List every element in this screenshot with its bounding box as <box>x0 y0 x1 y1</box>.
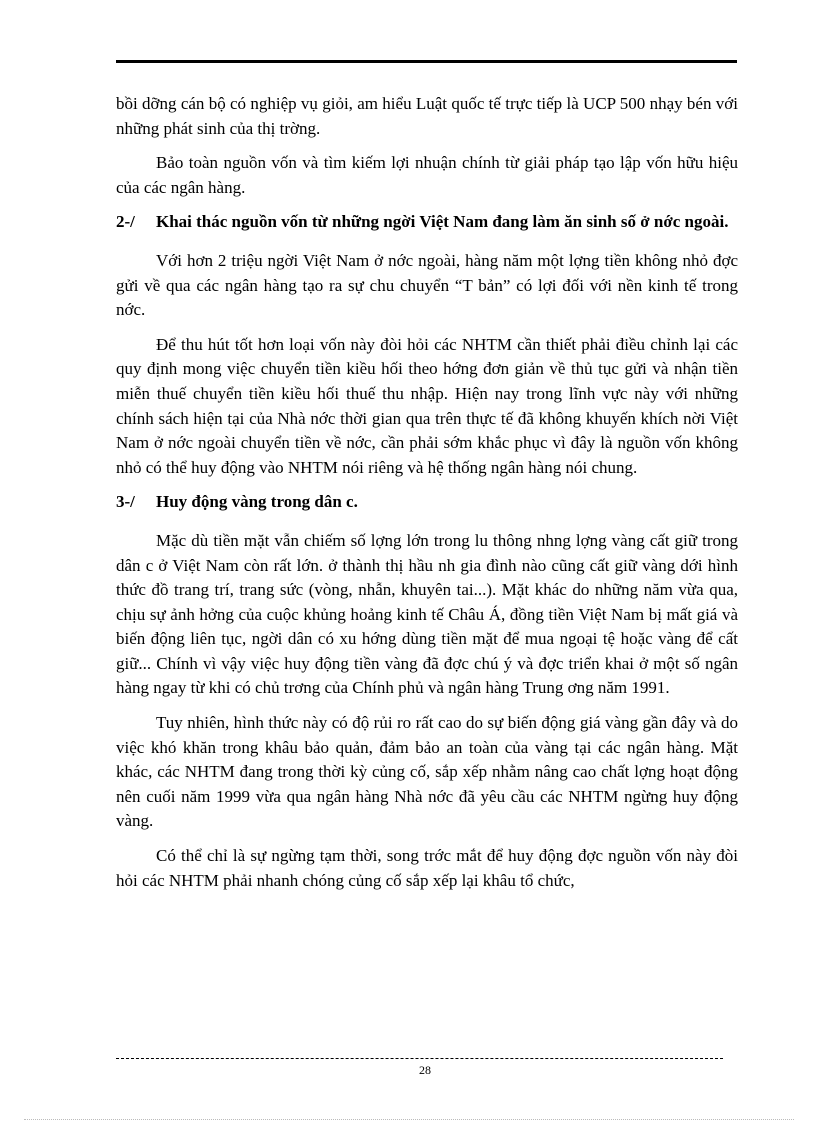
header-rule <box>116 60 737 63</box>
paragraph: Mặc dù tiền mặt vẫn chiếm số lợng lớn trong lu thông nhng lợng vàng cất giữ trong dân c ở Việt Nam còn rất lớn. ở thành thị hầu nh gia đình nào cũng cất giữ vàng dới hình thức đồ trang trí, trang sức (vòng, nhẫn, khuyên tai...). Mặt khác do những năm vừa qua, chịu sự ảnh hởng của cuộc khủng hoảng kinh tế Châu Á, đồng tiền Việt Nam bị mất giá và biến động liên tục, ngời dân có xu hớng dùng tiền mặt để mua ngoại tệ hoặc vàng để cất giữ... Chính vì vậy việc huy động tiền vàng đã đợc chú ý và đợc triển khai ở một số ngân hàng ngay từ khi có chủ trơng của Chính phủ và ngân hàng Trung ơng năm 1991. <box>116 530 738 698</box>
page-number: 28 <box>419 1063 431 1077</box>
paragraph: Tuy nhiên, hình thức này có độ rủi ro rất cao do sự biến động giá vàng gần đây và do việc khó khăn trong khâu bảo quản, đảm bảo an toàn của vàng tại các ngân hàng. Mặt khác, các NHTM đang trong thời kỳ củng cố, sắp xếp nhằm nâng cao chất lợng hoạt động nên cuối năm 1999 vừa qua ngân hàng Nhà nớc đã yêu cầu các NHTM ngừng huy động vàng. <box>116 713 738 831</box>
section-number: 2-/ <box>116 212 135 232</box>
paragraph: Để thu hút tốt hơn loại vốn này đòi hỏi các NHTM cần thiết phải điều chỉnh lại các quy định mong việc chuyển tiền kiều hối theo hớng đơn giản về thủ tục gửi và nhận tiền miễn thuế chuyển tiền kiều hối thuế thu nhập. Hiện nay trong lĩnh vực này với những chính sách hiện tại của Nhà nớc thời gian qua trên thực tế đã không khuyến khích nời Việt Nam ở nớc ngoài chuyển tiền về nớc, cần phải sớm khắc phục vì đây là nguồn vốn không nhỏ có thể huy động vào NHTM nói riêng và hệ thống ngân hàng nói chung. <box>116 334 738 477</box>
footer-rule <box>116 1058 723 1059</box>
page-edge <box>24 1119 794 1120</box>
page-body <box>116 92 738 903</box>
section-heading-2 <box>116 210 738 235</box>
section-title: Khai thác nguồn vốn từ những ngời Việt Nam đang làm ăn sinh số ở nớc ngoài. <box>156 212 729 232</box>
section-number: 3-/ <box>116 492 135 512</box>
section-heading-3 <box>116 490 738 515</box>
section-title: Huy động vàng trong dân c. <box>156 492 358 512</box>
paragraph: Bảo toàn nguồn vốn và tìm kiếm lợi nhuận chính từ giải pháp tạo lập vốn hữu hiệu của các ngân hàng. <box>116 153 738 197</box>
paragraph-continuation: bồi dỡng cán bộ có nghiệp vụ giỏi, am hiểu Luật quốc tế trực tiếp là UCP 500 nhạy bén với những phát sinh của thị trờng. <box>116 94 738 138</box>
paragraph: Có thể chỉ là sự ngừng tạm thời, song trớc mắt để huy động đợc nguồn vốn này đòi hỏi các NHTM phải nhanh chóng củng cố sắp xếp lại khâu tổ chức, <box>116 846 738 890</box>
paragraph: Với hơn 2 triệu ngời Việt Nam ở nớc ngoài, hàng năm một lợng tiền không nhỏ đợc gửi về qua các ngân hàng tạo ra sự chu chuyển “T bản” có lợi đối với nền kinh tế trong nớc. <box>116 250 738 320</box>
